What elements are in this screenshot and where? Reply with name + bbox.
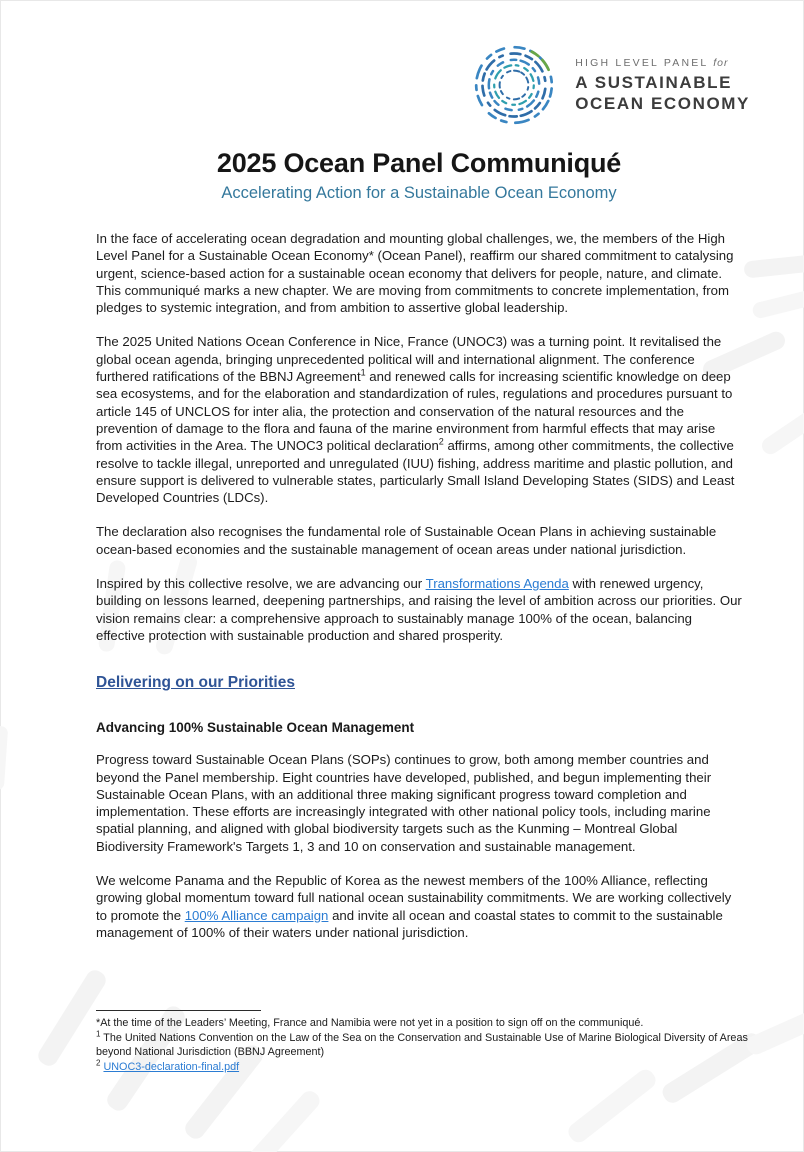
watermark-shape: [759, 408, 804, 458]
text-segment: The United Nations Convention on the Law of the Sea on the Conservation and Sustainable Use of Marine Biological Diversity of Areas beyond National Jurisdiction (BBNJ Agreement): [96, 1031, 748, 1059]
footnote-marker: 1: [96, 1029, 101, 1038]
watermark-shape: [565, 1066, 659, 1146]
text-segment: The declaration also recognises the fundamental role of Sustainable Ocean Plans in achieving sustainable ocean-based economies and the sustainable management of ocean areas under national jurisdiction.: [96, 524, 717, 557]
sub-heading-ocean-management: Advancing 100% Sustainable Ocean Management: [96, 720, 415, 736]
inline-link[interactable]: UNOC3-declaration-final.pdf: [103, 1060, 240, 1073]
text-segment: affirms, among other commitments, the collective resolve to tackle illegal, unreported and unregulated (IUU) fishing, address maritime and plastic pollution, and ensure support is delivered to vulnerable states, particularly Small Island Developing States (SIDS) and Least Developed Countries (LDCs).: [96, 438, 735, 506]
document-content: [96, 148, 742, 958]
intro-paragraph: [96, 230, 742, 316]
logo-tagline-main: HIGH LEVEL PANEL: [575, 56, 709, 69]
text-segment: and renewed calls for increasing scientific knowledge on deep sea ecosystems, and for the elaboration and standardization of rules, regulations and procedures pursuant to article 145 of UNCLOS for inter alia, the protection and conservation of the natural resources and the prevention of damage to the flora and fauna of the marine environment from harmful effects that may arise from activities in the Area. The UNOC3 political declaration: [96, 369, 733, 454]
watermark-shape: [743, 254, 804, 278]
logo-name-line2: OCEAN ECONOMY: [575, 93, 750, 113]
intro-paragraph: [96, 523, 742, 558]
footnote-reference: 1: [360, 367, 366, 378]
priority-paragraph: [96, 872, 742, 941]
watermark-shape: [751, 288, 804, 319]
ocean-panel-logo-mark-icon: [466, 40, 562, 130]
priority-paragraph: [96, 751, 742, 855]
footnote-1: [96, 1031, 754, 1060]
intro-paragraph: [96, 575, 742, 644]
text-segment: At the time of the Leaders’ Meeting, France and Namibia were not yet in a position to sign off on the communiqué.: [100, 1017, 644, 1029]
logo-tagline: [575, 57, 750, 69]
text-segment: The 2025 United Nations Ocean Conference in Nice, France (UNOC3) was a turning point. It revitalised the global ocean agenda, bringing unprecedented political will and international alignment. The conference furthered ratifications of the BBNJ Agreement: [96, 334, 722, 385]
text-segment: and invite all ocean and coastal states to commit to the sustainable management of 100% of their waters under national jurisdiction.: [96, 907, 723, 940]
logo-tagline-for: for: [713, 56, 729, 69]
watermark-shape: [245, 1087, 323, 1152]
footnote-marker: 2: [96, 1058, 101, 1068]
text-segment: Inspired by this collective resolve, we are advancing our: [96, 576, 426, 592]
section-heading-priorities: Delivering on our Priorities: [96, 674, 295, 692]
watermark-shape: [0, 726, 8, 791]
inline-link[interactable]: 100% Alliance campaign: [184, 907, 329, 923]
footnotes-block: [96, 1010, 754, 1074]
logo-name-line1: A SUSTAINABLE: [575, 72, 733, 92]
text-segment: Progress toward Sustainable Ocean Plans (SOPs) continues to grow, both among member countries and beyond the Panel membership. Eight countries have developed, published, and begun implementing their Sustainable Ocean Plans, with an additional three making significant progress toward completion and implementation. These efforts are increasingly integrated with other national policy tools, including marine spatial planning, and aligned with global biodiversity targets such as the Kunming – Montreal Global Biodiversity Framework's Targets 1, 3 and 10 on conservation and sustainable management.: [96, 752, 712, 854]
inline-link[interactable]: Transformations Agenda: [425, 576, 569, 592]
ocean-panel-logo: [466, 40, 750, 130]
footnote-reference: 2: [438, 436, 444, 447]
text-segment: We welcome Panama and the Republic of Korea as the newest members of the 100% Alliance, reflecting growing global momentum toward full national ocean sustainability commitments. We are working collectively to promote the: [96, 873, 732, 923]
document-subtitle: Accelerating Action for a Sustainable Ocean Economy: [221, 184, 617, 202]
text-segment: In the face of accelerating ocean degradation and mounting global challenges, we, the members of the High Level Panel for a Sustainable Ocean Economy* (Ocean Panel), reaffirm our shared commitment to catalysing urgent, science-based action for a sustainable ocean economy that delivers for people, nature, and climate. This communiqué marks a new chapter. We are moving from commitments to concrete implementation, from pledges to systemic integration, and from ambition to assertive global leadership.: [96, 231, 734, 316]
footnote-2: [96, 1060, 754, 1075]
intro-paragraph: [96, 333, 742, 506]
footnote-marker: *: [96, 1017, 101, 1029]
footnote-divider: [96, 1010, 261, 1011]
ocean-panel-logo-text: [575, 57, 750, 114]
document-title: 2025 Ocean Panel Communiqué: [216, 148, 622, 178]
footnote-asterisk: [96, 1016, 754, 1031]
text-segment: with renewed urgency, building on lessons learned, deepening partnerships, and raising the level of ambition across our priorities. Our vision remains clear: a comprehensive approach to sustainably manage 100% of the ocean, balancing effective protection with sustainable production and shared prosperity.: [96, 576, 742, 643]
